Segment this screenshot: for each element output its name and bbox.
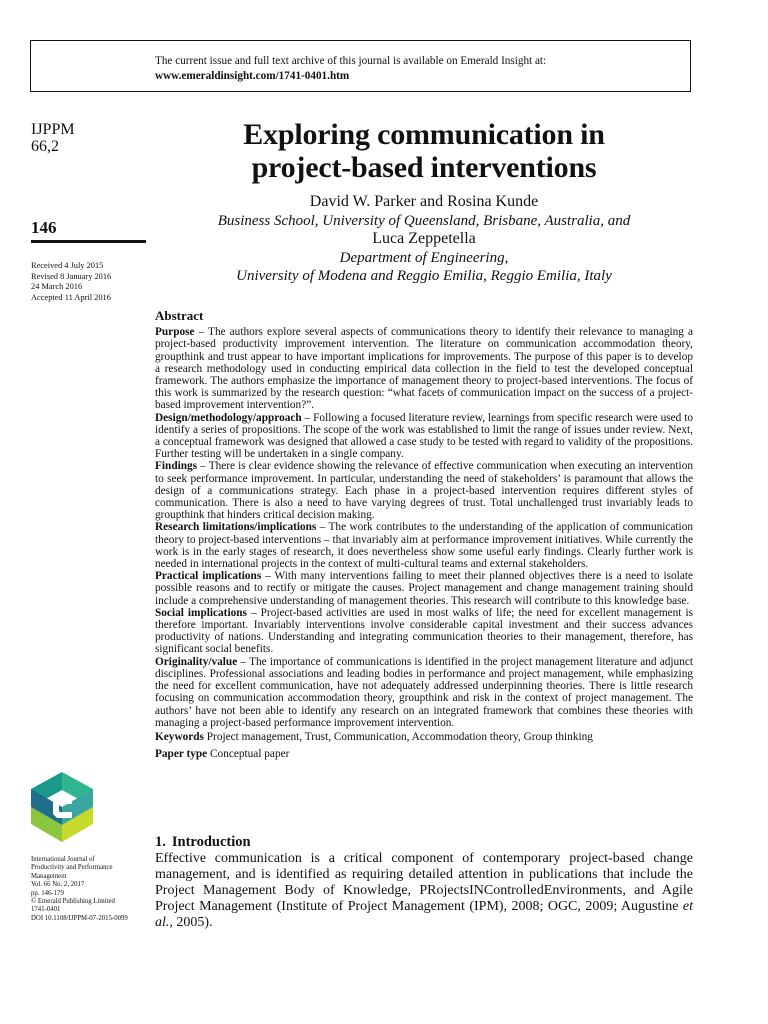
introduction-section — [155, 834, 693, 931]
date-received: Received 4 July 2015 — [31, 261, 104, 270]
affiliation: Business School, University of Queensland, Brisbane, Australia, and — [217, 212, 631, 229]
keywords-label: Keywords — [155, 730, 204, 743]
intro-text: Effective communication is a critical component of contemporary project-based change management, and is identified as requiring detailed attention in publications that include the Project Management Body of Knowledge, PRojectsINControlledEnvironments, and Agile Project Management (Institute of Project Management (IPM), 2008; OGC, 2009; Augustine — [155, 851, 693, 914]
section-title: Introduction — [171, 834, 251, 850]
abstract-label: Research limitations/implications — [155, 521, 317, 534]
citation-line: 1741-0401 — [31, 906, 61, 914]
journal-url-link[interactable]: www.emeraldinsight.com/1741-0401.htm — [155, 70, 350, 82]
abstract-paper-type — [155, 748, 693, 760]
affiliation: Department of Engineering, — [339, 249, 509, 266]
abstract-text: – The authors explore several aspects of communications theory to identify their relevance to managing a project-based productivity improvement intervention. The literature on communication accommodation theory, groupthink and trust appear to have important implications for improvements. The purpose of this paper is to develop a research methodology used in conducting empirical data collection in the field to test the developed conceptual framework. The authors emphasize the importance of management theory to project-based interventions. The focus of this work is summarized by the research question: “what facets of communication impact on the success of a project-based improvement intervention?”. — [155, 326, 693, 412]
abstract-practical — [155, 570, 693, 607]
abstract-text: – The importance of communications is identified in the project management literature and adjunct disciplines. Professional associations and leading bodies in performance and project management, while emphasizing the need for excellent communication, have not adequately addressed underpinning theories. There is little research focusing on communication accommodation theory, groupthink and risk in the context of project management. The authors’ have not been able to identify any research on an integrated framework that combines these theories with managing a project-based performance improvement intervention. — [155, 655, 693, 729]
abstract-label: Originality/value — [155, 655, 238, 668]
title-line: project-based interventions — [251, 151, 597, 184]
article-history-dates — [31, 261, 146, 303]
section-number: 1. — [155, 834, 166, 850]
abstract-section — [155, 310, 693, 760]
citation-line: Productivity and Performance — [31, 864, 113, 872]
abstract-social — [155, 607, 693, 656]
abstract-heading: Abstract — [155, 308, 204, 323]
abstract-keywords — [155, 731, 693, 743]
authors-names: Luca Zeppetella — [372, 230, 476, 247]
abstract-findings — [155, 460, 693, 521]
abstract-purpose — [155, 326, 693, 411]
journal-citation — [31, 856, 151, 923]
citation-doi: DOI 10.1108/IJPPM-07-2015-0099 — [31, 914, 128, 922]
keywords-text: Project management, Trust, Communication, Accommodation theory, Group thinking — [203, 730, 593, 743]
abstract-design — [155, 412, 693, 461]
citation-line: pp. 146-179 — [31, 889, 64, 897]
citation-line: Vol. 66 No. 2, 2017 — [31, 881, 85, 889]
availability-notice — [155, 54, 546, 84]
abstract-label: Social implications — [155, 606, 247, 619]
affiliation: University of Modena and Reggio Emilia, Reggio Emilia, Italy — [236, 268, 612, 284]
intro-text-end: , 2005). — [169, 915, 213, 930]
journal-code — [31, 121, 146, 155]
page-number-rule — [31, 240, 146, 243]
abstract-label: Design/methodology/approach — [155, 411, 302, 424]
paper-type-label: Paper type — [155, 748, 208, 761]
abstract-label: Purpose — [155, 326, 195, 339]
abstract-text: – There is clear evidence showing the relevance of effective communication when executing an intervention to seek performance improvement. In particular, understanding the need of stakeholders’ is paramount that allows the design of a communications strategy. Each phase in a project-based intervention requires different styles of communication. There is also a need to have varying degrees of trust. Total unchallenged trust invariably leads to groupthink that hinders critical decision making. — [155, 460, 693, 522]
abstract-label: Findings — [155, 460, 198, 473]
abstract-text: – Project-based activities are used in most walks of life; the need for excellent management is therefore important. Invariably interventions involve considerable capital investment and their success advances productivity of nations. Understanding and integrating communication theories to their management, therefore, has significant social benefits. — [155, 606, 693, 656]
citation-line: Management — [31, 872, 67, 880]
title-line: Exploring communication in — [243, 118, 605, 151]
date-accepted: Accepted 11 April 2016 — [31, 292, 111, 302]
abstract-text: – The work contributes to the understanding of the application of communication theory to project-based interventions – that invariably aim at performance improvement initiatives. While currently the work is in the early stages of research, it does nevertheless show some useful early findings. Clearly further work is needed in international projects in the context of multi-cultural teams and external stakeholders. — [155, 521, 693, 571]
volume-issue: 66,2 — [31, 138, 59, 155]
abstract-text: – With many interventions failing to meet their planned objectives there is a need to isolate possible reasons and to rectify or mitigate the causes. Project management and change management training should include a comprehensive understanding of management theories. This research will contribute to this knowledge base. — [155, 570, 693, 607]
abstract-limitations — [155, 521, 693, 570]
article-title — [155, 118, 693, 184]
availability-text: The current issue and full text archive of this journal is available on Emerald Insight at: — [155, 55, 547, 67]
authors-names: David W. Parker and Rosina Kunde — [309, 193, 539, 210]
author-block — [155, 193, 693, 286]
paper-type-text: Conceptual paper — [207, 748, 290, 761]
abstract-originality — [155, 656, 693, 729]
journal-availability-box — [30, 40, 691, 92]
date-revised-2: 24 March 2016 — [31, 282, 83, 292]
abstract-text: – Following a focused literature review, learnings from specific research were used to identify a series of propositions. The scope of the work was established to limit the range of issues under review. Next, a conceptual framework was designed that allowed a case study to be tested with regard to validity of the propositions. Further testing will be undertaken in a single company. — [155, 411, 693, 461]
citation-line: International Journal of — [31, 856, 95, 863]
intro-paragraph — [155, 851, 693, 931]
journal-abbrev: IJPPM — [31, 121, 75, 138]
date-revised: Revised 8 January 2016 — [31, 271, 112, 281]
page-number: 146 — [31, 218, 57, 237]
section-heading — [155, 834, 693, 850]
citation-line: © Emerald Publishing Limited — [31, 898, 115, 906]
abstract-label: Practical implications — [155, 570, 262, 583]
intro-et-al: et al. — [155, 899, 693, 930]
emerald-logo-icon — [31, 772, 93, 842]
